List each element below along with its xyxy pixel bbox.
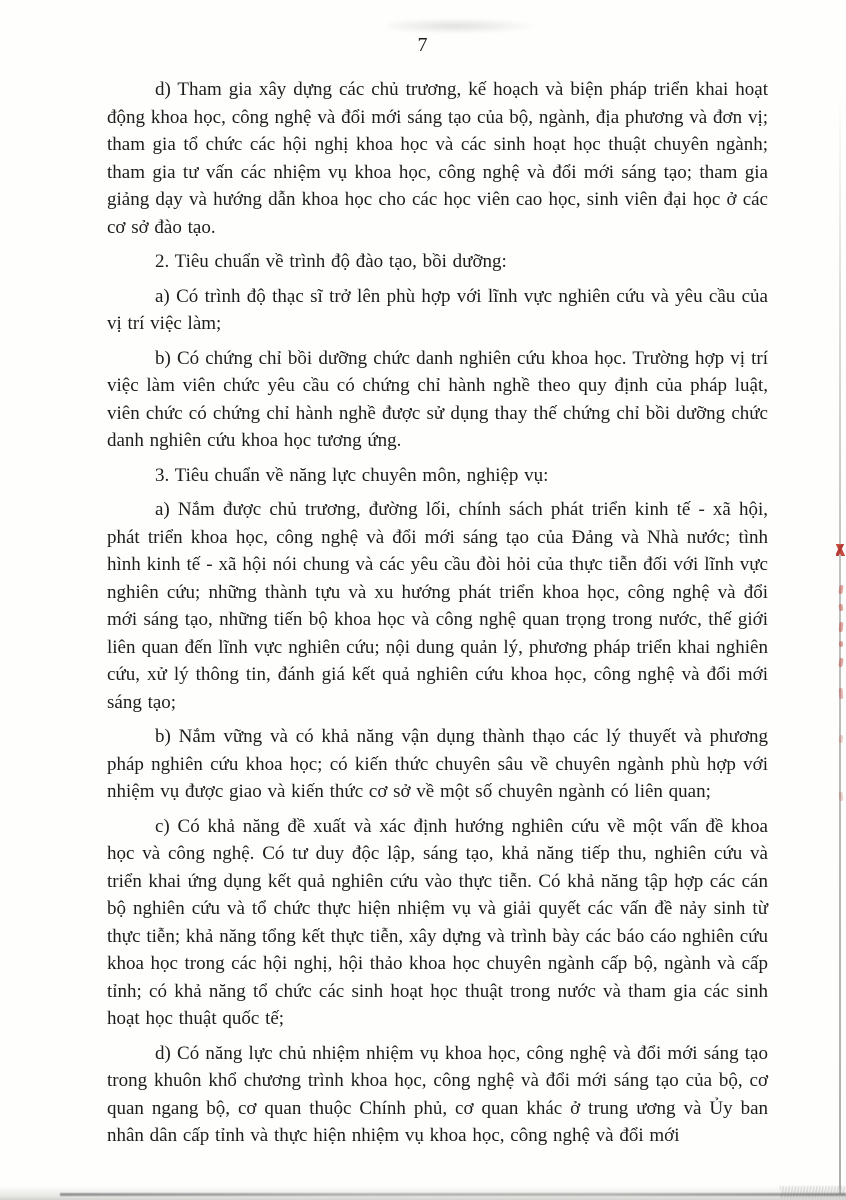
scan-smudge: [388, 18, 538, 34]
red-ink-script: [838, 658, 843, 668]
red-ink-script: [839, 641, 844, 647]
red-ink-script: [839, 735, 844, 743]
paragraph-duty-d: d) Tham gia xây dựng các chủ trương, kế hoạch và biện pháp triển khai hoạt động khoa học, công nghệ và đổi mới sáng tạo của bộ, ngành, địa phương và đơn vị; tham gia tổ chức các hội nghị khoa học và các sinh hoạt học thuật chuyên ngành; tham gia tư vấn các nhiệm vụ khoa học, công nghệ và đổi mới sáng tạo; tham gia giảng dạy và hướng dẫn khoa học cho các học viên cao học, sinh viên đại học ở các cơ sở đào tạo.: [107, 79, 768, 238]
paragraph-2b: b) Có chứng chỉ bồi dưỡng chức danh nghiên cứu khoa học. Trường hợp vị trí việc làm viên chức yêu cầu có chứng chỉ hành nghề theo quy định của pháp luật, viên chức có chứng chỉ hành nghề được sử dụng thay thế chứng chỉ bồi dưỡng chức danh nghiên cứu khoa học tương ứng.: [107, 347, 768, 451]
red-ink-script: [838, 604, 843, 612]
heading-section-3: 3. Tiêu chuẩn về năng lực chuyên môn, nghiệp vụ:: [155, 464, 549, 486]
red-ink-mark: [836, 544, 845, 556]
page-bottom-edge-line: [60, 1193, 846, 1196]
paragraph-3a: a) Nắm được chủ trương, đường lối, chính sách phát triển kinh tế - xã hội, phát triển khoa học, công nghệ và đổi mới sáng tạo của Đảng và Nhà nước; tình hình kinh tế - xã hội nói chung và các yêu cầu đòi hỏi của thực tiễn đối với lĩnh vực nghiên cứu; những thành tựu và xu hướng phát triển khoa học, công nghệ và đổi mới sáng tạo, những tiến bộ khoa học và công nghệ quan trọng trong nước, thế giới liên quan đến lĩnh vực nghiên cứu; nội dung quản lý, phương pháp triển khai nghiên cứu, xử lý thông tin, đánh giá kết quả nghiên cứu khoa học, công nghệ và đổi mới sáng tạo;: [107, 499, 768, 713]
paragraph-3d: d) Có năng lực chủ nhiệm nhiệm vụ khoa học, công nghệ và đổi mới sáng tạo trong khuôn khổ chương trình khoa học, công nghệ và đổi mới sáng tạo của bộ, cơ quan ngang bộ, cơ quan thuộc Chính phủ, cơ quan khác ở trung ương và Ủy ban nhân dân cấp tỉnh và thực hiện nhiệm vụ khoa học, công nghệ và đổi mới: [107, 1042, 768, 1146]
red-ink-script: [839, 688, 844, 699]
red-ink-script: [839, 622, 844, 632]
document-body: [107, 76, 768, 1157]
red-ink-script: [838, 585, 843, 594]
heading-section-2: 2. Tiêu chuẩn về trình độ đào tạo, bồi dưỡng:: [155, 251, 507, 272]
red-ink-script: [838, 792, 843, 801]
paragraph-3b: b) Nắm vững và có khả năng vận dụng thành thạo các lý thuyết và phương pháp nghiên cứu khoa học; có kiến thức chuyên sâu về chuyên ngành phù hợp với nhiệm vụ được giao và kiến thức cơ sở về một số chuyên ngành có liên quan;: [107, 726, 768, 802]
paragraph-2a: a) Có trình độ thạc sĩ trở lên phù hợp với lĩnh vực nghiên cứu và yêu cầu của vị trí việc làm;: [107, 285, 768, 334]
page-bottom-texture: [780, 1186, 846, 1198]
page-number: 7: [417, 34, 429, 56]
paragraph-3c: c) Có khả năng đề xuất và xác định hướng nghiên cứu về một vấn đề khoa học và công nghệ. Có tư duy độc lập, sáng tạo, khả năng tiếp thu, nghiên cứu và triển khai ứng dụng kết quả nghiên cứu vào thực tiễn. Có khả năng tập hợp các cán bộ nghiên cứu và tổ chức thực hiện nhiệm vụ và giải quyết các vấn đề nảy sinh từ thực tiễn; khả năng tổng kết thực tiễn, xây dựng và trình bày các báo cáo nghiên cứu khoa học trong các hội nghị, hội thảo khoa học chuyên ngành cấp bộ, ngành và cấp tỉnh; có khả năng tổ chức các sinh hoạt học thuật trong nước và tham gia các sinh hoạt học thuật quốc tế;: [107, 815, 768, 1029]
